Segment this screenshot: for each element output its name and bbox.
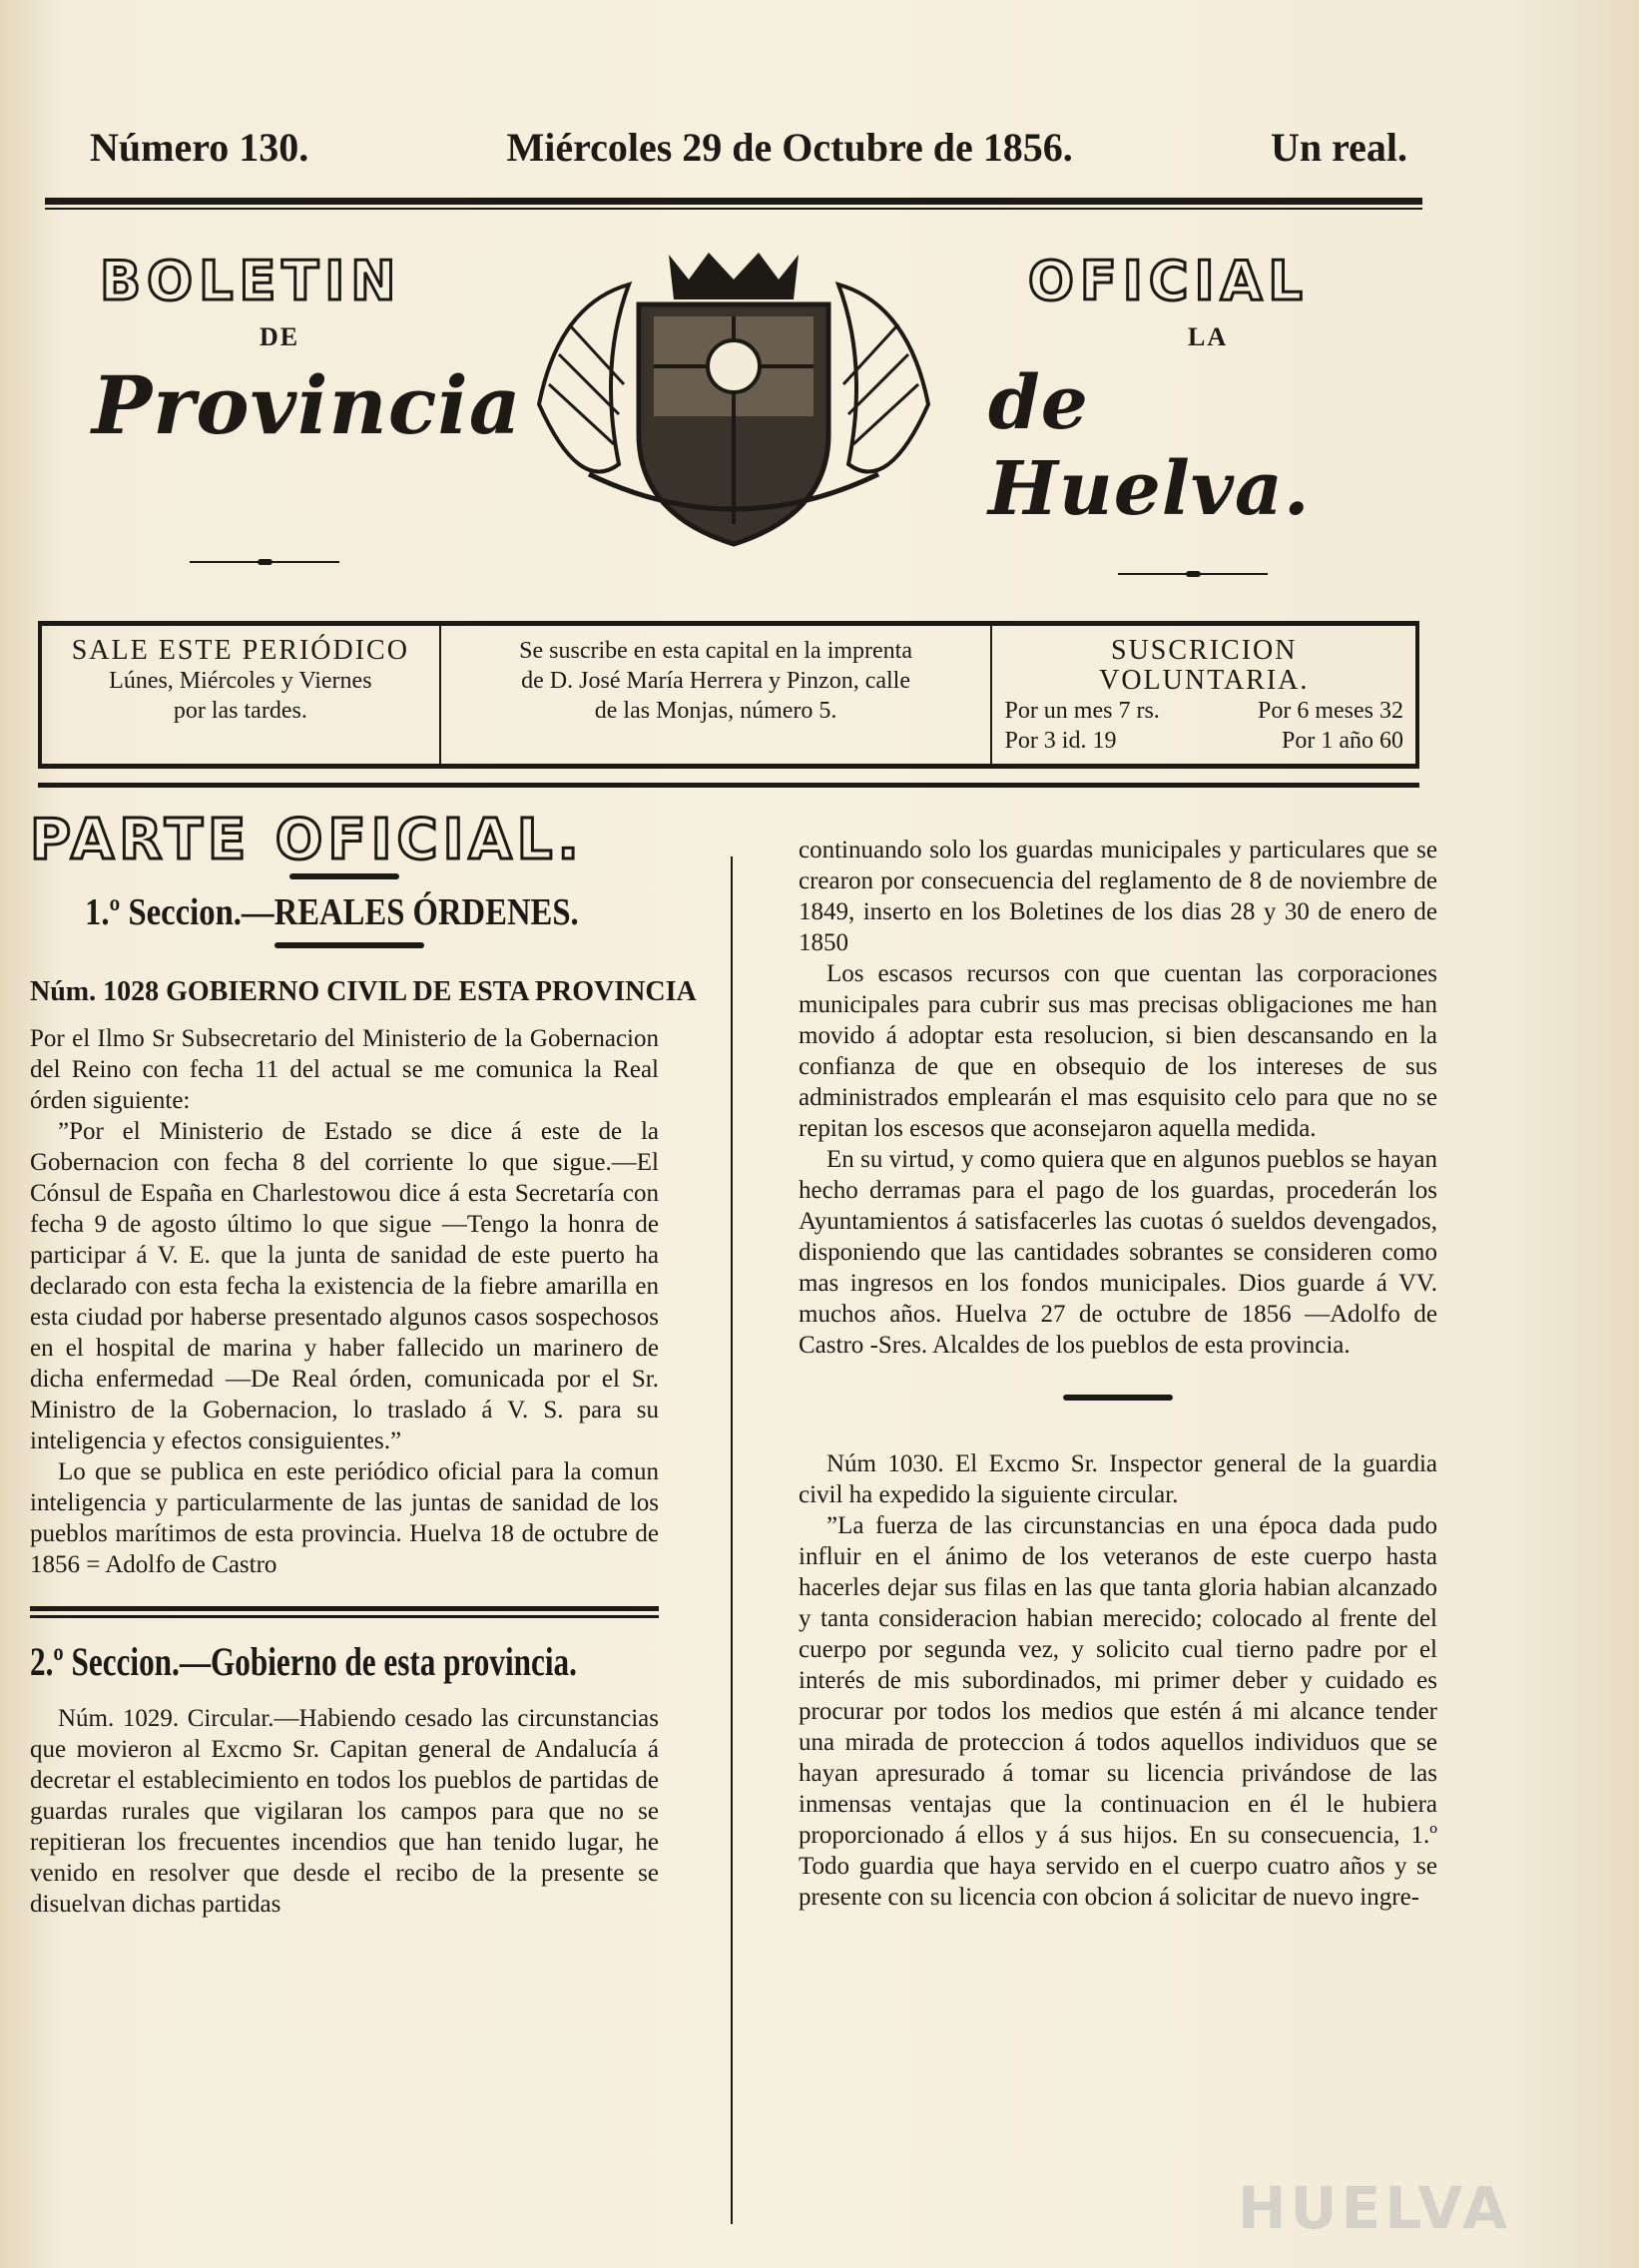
notice-1029-paragraph-2: Los escasos recursos con que cuentan las corporaciones municipales para cubrir sus mas precisas obligaciones me han movido á adoptar esta resolucion, si bien descansando en la confianza de que en obsequio de los intereses de sus administrados emplearán el mas esquisito celo para que no se repitan los escesos que aconsejaron aquella medida. — [799, 960, 1437, 1142]
price-one-year: Por 1 año 60 — [1282, 728, 1404, 754]
subscription-location-line1: Se suscribe en esta capital en la imprenta — [519, 638, 912, 664]
section-double-rule — [30, 1606, 659, 1618]
notice-1029-paragraph-3: En su virtud, y como quiera que en algunos pueblos se hayan hecho derramas para el pago de los guardas, procederán los Ayuntamientos á satisfacerles las cuotas ó sueldos devengados, disponiendo que las cantidades sobrantes se consideren como mas ingresos en los fondos municipales. Dios guarde á VV. muchos años. Huelva 27 de octubre de 1856 —Adolfo de Castro -Sres. Alcaldes de los pueblos de esta provincia. — [799, 1146, 1437, 1359]
masthead-rule — [45, 198, 1422, 205]
price-row — [1004, 696, 1403, 726]
issue-number: Número 130. — [90, 124, 309, 170]
price-one-month: Por un mes 7 rs. — [1004, 698, 1160, 724]
notice-1028-intro: Por el Ilmo Sr Subsecretario del Ministerio de la Gobernacion del Reino con fecha 11 del actual se me comunica la Real órden siguiente: — [30, 1025, 659, 1114]
publication-days-text: Lúnes, Miércoles y Viernes — [109, 668, 372, 694]
subscription-prices-heading: SUSCRICION VOLUNTARIA. — [1099, 635, 1310, 696]
price-three-months: Por 3 id. 19 — [1004, 728, 1117, 754]
section-divider — [274, 942, 424, 948]
title-right-block — [988, 250, 1417, 532]
notice-1030-intro: Núm 1030. El Excmo Sr. Inspector general de la guardia civil ha expedido la siguiente circular. — [799, 1450, 1437, 1508]
infobox-bottom-rule — [38, 783, 1419, 788]
parte-oficial-heading: PARTE OFICIAL. — [30, 808, 584, 872]
title-de-huelva: de Huelva. — [988, 360, 1311, 532]
title-left-ornament — [190, 559, 339, 565]
right-column — [799, 835, 1437, 1913]
masthead-rule-thin — [45, 208, 1422, 210]
left-column — [30, 808, 697, 1920]
subscription-prices-cell — [990, 626, 1415, 764]
notice-1030-body: ”La fuerza de las circunstancias en una época dada pudo influir en el ánimo de los veteranos de este cuerpo hasta hacerles dejar sus filas en las que tanta gloria habian alcanzado y tanta consideracion habian merecido; colocado al frente del cuerpo por segunda vez, y solicito cual tierno padre por el interés de mis subordinados, mi primer deber y cuidado es procurar por todos los medios que estén á mi alcance tender una mirada de proteccion á todos aquellos individuos que se hayan apresurado á tomar su licencia privándose de las inmensas ventajas que la continuacion en él le hubiera proporcionado á ellos y á sus hijos. En su consecuencia, 1.º Todo guardia que haya servido en el cuerpo cuatro años y se presente con su licencia con obcion á solicitar de nuevo ingre- — [799, 1512, 1437, 1911]
notice-divider — [1063, 1395, 1173, 1401]
notice-1029-body: Núm. 1029. Circular.—Habiendo cesado las circunstancias que movieron al Excmo Sr. Capitan general de Andalucía á decretar el establecimiento en todos los pueblos de partidas de guardas rurales que vigilaran los campos para que no se repitieran los frecuentes incendios que han tenido lugar, he venido en resolver que desde el recibo de la presente se disuelvan dichas partidas — [30, 1705, 659, 1918]
issue-price: Un real. — [1270, 124, 1407, 170]
notice-1028-heading: Núm. 1028 GOBIERNO CIVIL DE ESTA PROVINCIA — [30, 976, 697, 1007]
subscription-location-cell — [439, 626, 991, 764]
price-six-months: Por 6 meses 32 — [1258, 698, 1404, 724]
title-de: DE — [260, 322, 300, 351]
section-divider — [289, 873, 399, 879]
title-oficial: OFICIAL — [1028, 250, 1309, 312]
publication-days-heading: SALE ESTE PERIÓDICO — [71, 635, 409, 666]
notice-1028-closing: Lo que se publica en este periódico oficial para la comun inteligencia y particularmente de las juntas de sanidad de los pueblos marítimos de esta provincia. Huelva 18 de octubre de 1856 = Adolfo de Castro — [30, 1458, 659, 1578]
notice-1029-continued: continuando solo los guardas municipales y particulares que se crearon por consecuencia del reglamento de 8 de noviembre de 1849, inserto en los Boletines de los dias 28 y 30 de enero de 1850 — [799, 837, 1437, 956]
masthead-line — [90, 112, 1407, 182]
title-boletin: BOLETIN — [100, 250, 402, 312]
price-row — [1004, 726, 1403, 756]
subscription-location-line3: de las Monjas, número 5. — [594, 698, 837, 724]
section-1-heading: 1.º Seccion.—REALES ÓRDENES. — [85, 891, 579, 933]
notice-1028-body: ”Por el Ministerio de Estado se dice á este de la Gobernacion con fecha 8 del corriente lo que sigue.—El Cónsul de España en Charlestowou dice á esta Secretaría con fecha 9 de agosto último lo que sigue —Tengo la honra de participar á V. E. que la junta de sanidad de este puerto ha declarado con esta fecha la existencia de la fiebre amarilla en esta ciudad por haberse presentado algunos casos sospechosos en el hospital de marina y haber fallecido un marinero de dicha enfermedad —De Real órden, comunicada por el Sr. Ministro de la Gobernacion, lo traslado á V. S. para su inteligencia y efectos consiguientes.” — [30, 1118, 659, 1454]
column-divider — [731, 856, 733, 2224]
title-right-ornament — [1118, 571, 1268, 577]
title-left-block — [92, 250, 522, 452]
coat-of-arms-crest — [519, 245, 948, 564]
issue-date: Miércoles 29 de Octubre de 1856. — [506, 124, 1073, 170]
publication-days-time: por las tardes. — [173, 698, 307, 724]
section-2-heading: 2.º Seccion.—Gobierno de esta provincia. — [30, 1639, 577, 1684]
archive-watermark: HUELVA — [1238, 2174, 1512, 2242]
subscription-info-box — [38, 621, 1419, 769]
title-la: LA — [1188, 322, 1229, 351]
subscription-location-line2: de D. José María Herrera y Pinzon, calle — [521, 668, 911, 694]
title-provincia: Provincia — [92, 358, 522, 452]
publication-days-cell — [42, 626, 439, 764]
